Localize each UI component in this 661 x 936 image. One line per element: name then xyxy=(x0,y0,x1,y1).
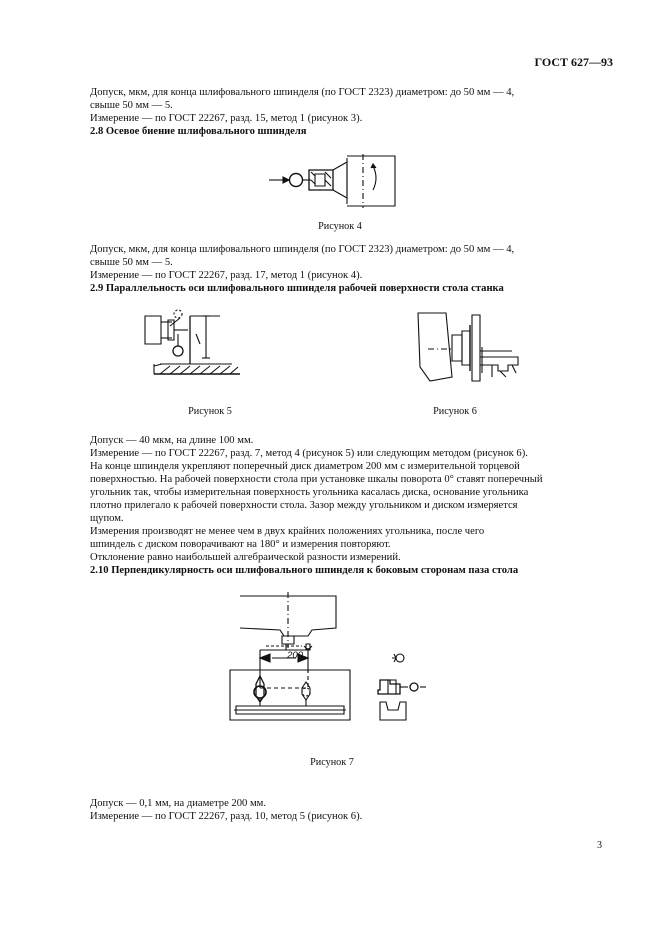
section-heading-2-9: 2.9 Параллельность оси шлифовального шпинделя рабочей поверхности стола станка xyxy=(90,283,504,294)
figure-5 xyxy=(140,306,245,378)
page-number: 3 xyxy=(597,840,602,851)
figure-6 xyxy=(412,307,534,387)
paragraph-line: Отклонение равно наибольшей алгебраической разности измерений. xyxy=(90,552,401,563)
paragraph-line: щупом. xyxy=(90,513,124,524)
paragraph-line: плотно прилегало к рабочей поверхности стола. Зазор между угольником и диском измеряется xyxy=(90,500,518,511)
paragraph-line: Измерения производят не менее чем в двух крайних положениях угольника, после чего xyxy=(90,526,485,537)
tolerance-line: Допуск, мкм, для конца шлифовального шпинделя (по ГОСТ 2323) диаметром: до 50 мм — 4, xyxy=(90,244,515,255)
measurement-line: Измерение — по ГОСТ 22267, разд. 15, метод 1 (рисунок 3). xyxy=(90,113,363,124)
measurement-line: Измерение — по ГОСТ 22267, разд. 17, метод 1 (рисунок 4). xyxy=(90,270,363,281)
section-heading-2-10: 2.10 Перпендикулярность оси шлифовального шпинделя к боковым сторонам паза стола xyxy=(90,565,519,576)
measurement-line: Измерение — по ГОСТ 22267, разд. 7, метод 4 (рисунок 5) или следующим методом (рисунок 6). xyxy=(90,448,528,459)
paragraph-line: шпиндель с диском поворачивают на 180° и измерения повторяют. xyxy=(90,539,391,550)
document-header: ГОСТ 627—93 xyxy=(534,55,613,69)
figure-4-caption: Рисунок 4 xyxy=(318,221,362,232)
figure-7-dimension: 200 xyxy=(287,650,303,661)
section-heading-2-8: 2.8 Осевое биение шлифовального шпинделя xyxy=(90,126,307,137)
figure-7 xyxy=(220,588,450,736)
figure-6-caption: Рисунок 6 xyxy=(433,406,477,417)
figure-4 xyxy=(255,150,405,212)
figure-5-caption: Рисунок 5 xyxy=(188,406,232,417)
paragraph-line: поверхностью. На рабочей поверхности стола при установке шкалы поворота 0° ставят поперечный xyxy=(90,474,543,485)
tolerance-line: Допуск, мкм, для конца шлифовального шпинделя (по ГОСТ 2323) диаметром: до 50 мм — 4, xyxy=(90,87,515,98)
measurement-line: Измерение — по ГОСТ 22267, разд. 10, метод 5 (рисунок 6). xyxy=(90,811,363,822)
paragraph-line: На конце шпинделя укрепляют поперечный диск диаметром 200 мм с измерительной торцевой xyxy=(90,461,520,472)
tolerance-line-cont: свыше 50 мм — 5. xyxy=(90,100,173,111)
figure-7-caption: Рисунок 7 xyxy=(310,757,354,768)
tolerance-line-cont: свыше 50 мм — 5. xyxy=(90,257,173,268)
tolerance-line: Допуск — 40 мкм, на длине 100 мм. xyxy=(90,435,254,446)
tolerance-line: Допуск — 0,1 мм, на диаметре 200 мм. xyxy=(90,798,267,809)
paragraph-line: угольник так, чтобы измерительная поверхность угольника касалась диска, основание угольника xyxy=(90,487,529,498)
